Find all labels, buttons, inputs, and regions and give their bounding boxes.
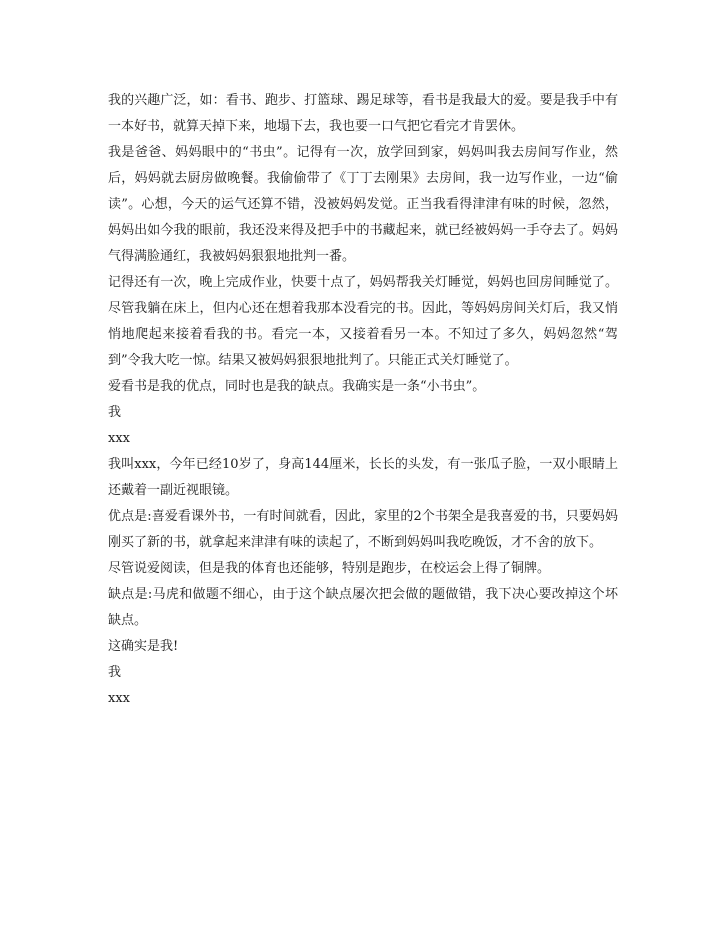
paragraph-conclusion: 爱看书是我的优点，同时也是我的缺点。我确实是一条“小书虫”。 (108, 379, 486, 394)
author-name: xxx (108, 431, 130, 446)
paragraph-sports: 尽管说爱阅读，但是我的体育也还能够，特别是跑步，在校运会上得了铜牌。 (108, 561, 551, 576)
closing-author-name: xxx (108, 691, 130, 706)
paragraph-bookworm-story: 我是爸爸、妈妈眼中的“书虫”。记得有一次，放学回到家，妈妈叫我去房间写作业，然后，妈妈就去厨房做晚餐。我偷偷带了《丁丁去刚果》去房间，我一边写作业，一边“偷读”。心想，今天的运气还算不错，没被妈妈发觉。正当我看得津津有味的时候，忽然，妈妈出如今我的眼前，我还没来得及把手中的书藏起来，就已经被妈妈一手夺去了。妈妈气得满脸通红，我被妈妈狠狠地批判一番。 (108, 145, 618, 264)
paragraph-self-intro: 我叫xxx，今年已经10岁了，身高144厘米，长长的头发，有一张瓜子脸，一双小眼睛上还戴着一副近视眼镜。 (108, 457, 618, 498)
document-body (108, 88, 618, 712)
paragraph-interests: 我的兴趣广泛，如：看书、跑步、打篮球、踢足球等，看书是我最大的爱。要是我手中有一本好书，就算天掉下来，地塌下去，我也要一口气把它看完才肯罢休。 (108, 93, 618, 134)
paragraph-night-reading-story: 记得还有一次，晚上完成作业，快要十点了，妈妈帮我关灯睡觉，妈妈也回房间睡觉了。尽管我躺在床上，但内心还在想着我那本没看完的书。因此，等妈妈房间关灯后，我又悄悄地爬起来接着看我的书。看完一本，又接着看另一本。不知过了多久，妈妈忽然“驾到”令我大吃一惊。结果又被妈妈狠狠地批判了。只能正式关灯睡觉了。 (108, 275, 618, 368)
paragraph-strengths: 优点是:喜爱看课外书，一有时间就看，因此，家里的2个书架全是我喜爱的书，只要妈妈刚买了新的书，就拿起来津津有味的读起了，不断到妈妈叫我吃晚饭，才不舍的放下。 (108, 509, 618, 550)
paragraph-closing: 这确实是我! (108, 639, 179, 654)
essay-title: 我 (108, 405, 122, 420)
paragraph-weaknesses: 缺点是:马虎和做题不细心，由于这个缺点屡次把会做的题做错，我下决心要改掉这个坏缺点。 (108, 587, 618, 628)
closing-title: 我 (108, 665, 122, 680)
